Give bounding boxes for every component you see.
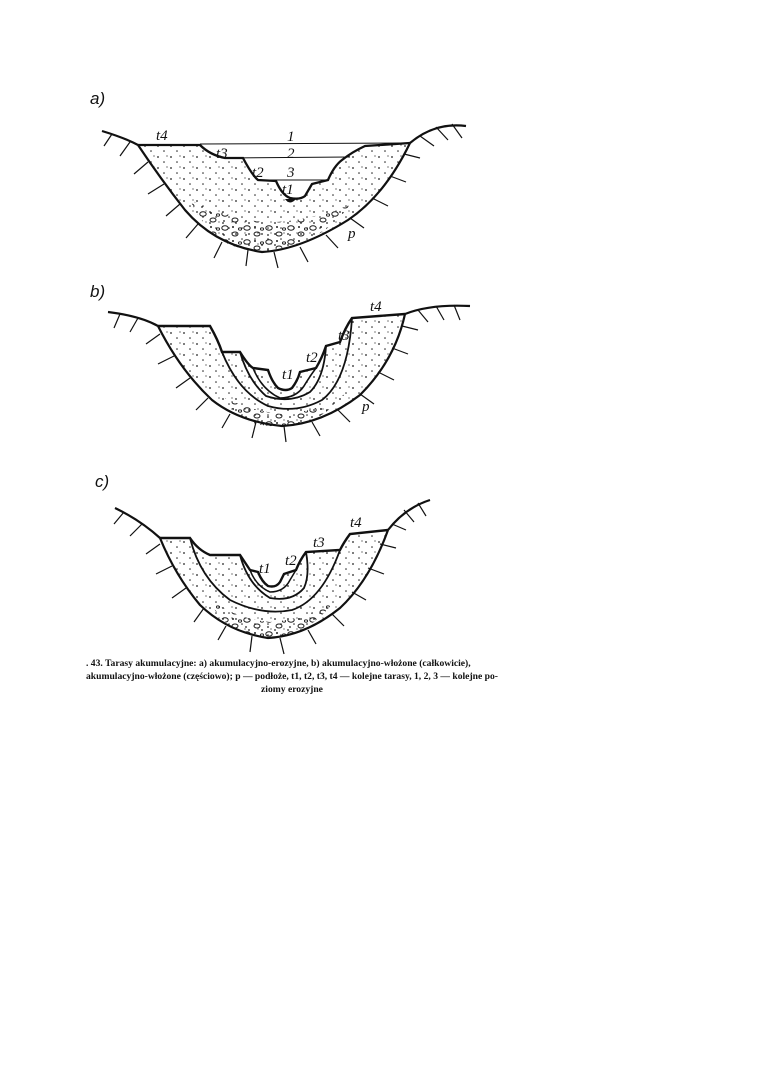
panel-c-label-t2: t2 <box>285 553 297 569</box>
panel-c-label-t4: t4 <box>350 515 362 531</box>
panel-c <box>95 472 430 654</box>
panel-a-label-t3: t3 <box>216 146 228 162</box>
panel-c-label-t1: t1 <box>259 561 271 577</box>
panel-c-letter: c) <box>95 472 110 491</box>
panel-a-label-level-3: 3 <box>287 165 295 181</box>
panel-a-label-level-2: 2 <box>287 146 295 162</box>
panel-a-label-p: p <box>348 226 356 242</box>
panel-a <box>90 89 466 268</box>
panel-b <box>90 282 470 442</box>
caption-line-2: akumulacyjno-włożone (częściowo); p — podłoże, t1, t2, t3, t4 — kolejne tarasy, 1, 2, 3 — kolejne po- <box>86 671 498 682</box>
caption-line-1: . 43. Tarasy akumulacyjne: a) akumulacyjno-erozyjne, b) akumulacyjno-włożone (całkowicie), <box>86 658 471 669</box>
panel-b-letter: b) <box>90 282 106 301</box>
panel-a-label-level-1: 1 <box>287 129 295 145</box>
panel-c-label-t3: t3 <box>313 535 325 551</box>
panel-b-label-t4: t4 <box>370 299 382 315</box>
caption-line-3: ziomy erozyjne <box>261 684 323 695</box>
panel-a-label-t1: t1 <box>282 182 294 198</box>
panel-b-label-p: p <box>362 399 370 415</box>
panel-a-label-t2: t2 <box>252 165 264 181</box>
panel-b-label-t1: t1 <box>282 367 294 383</box>
panel-b-label-t2: t2 <box>306 350 318 366</box>
figure-caption <box>86 657 498 696</box>
panel-a-label-t4: t4 <box>156 128 168 144</box>
panel-a-erosion-level-1 <box>200 143 410 144</box>
panel-b-label-t3: t3 <box>338 328 350 344</box>
panel-a-letter: a) <box>90 89 106 108</box>
